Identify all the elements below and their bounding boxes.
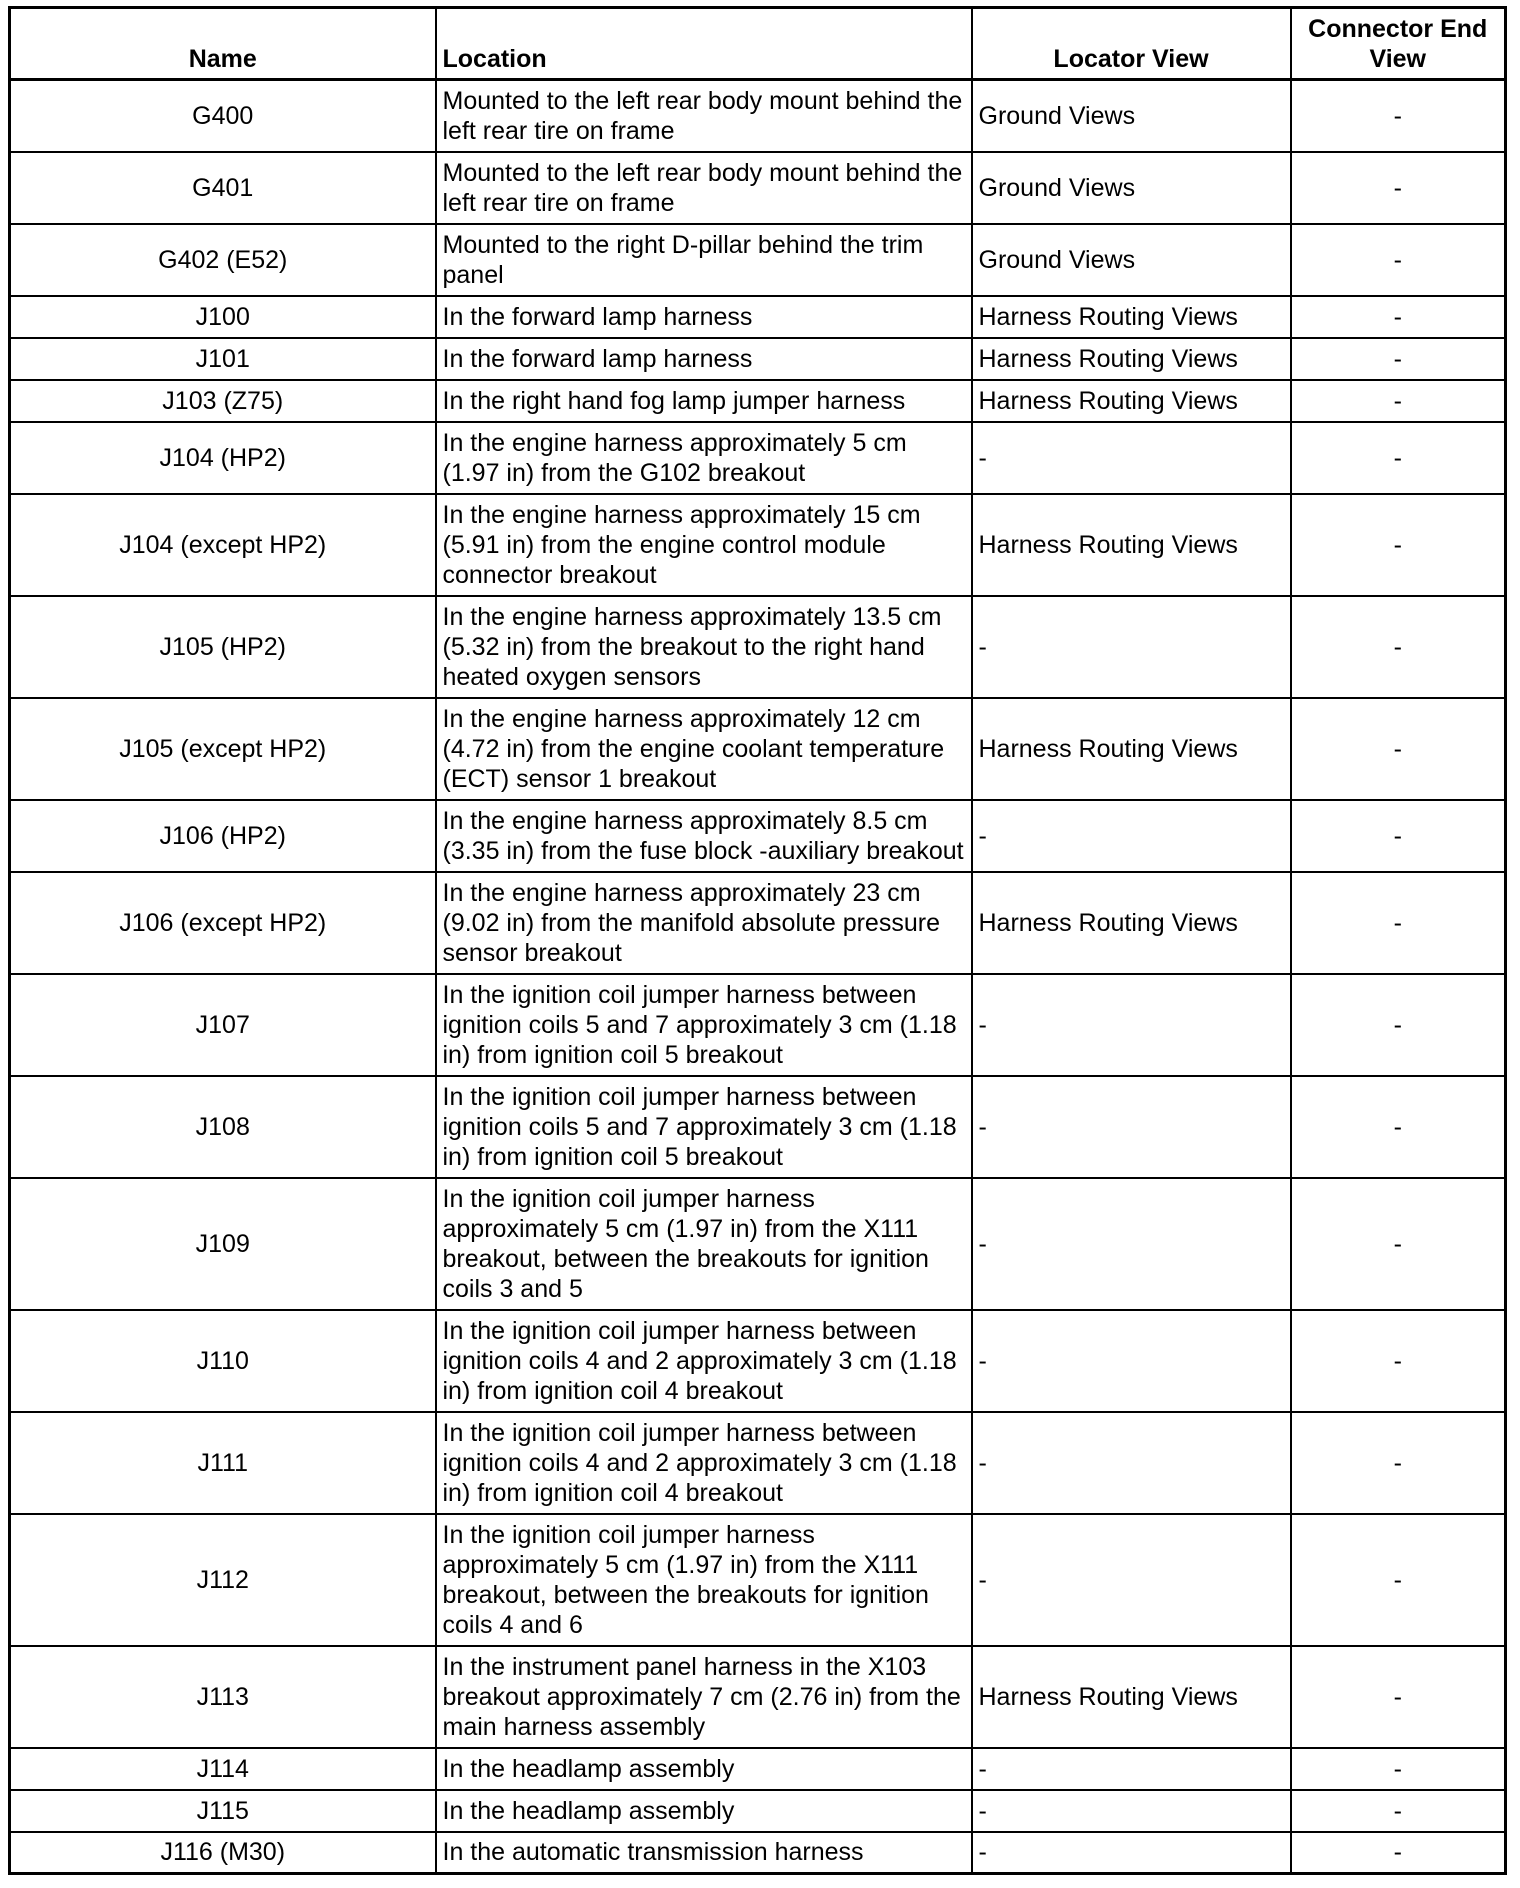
cell-connector-end-view: -: [1291, 1514, 1506, 1646]
cell-name: J104 (except HP2): [10, 494, 436, 596]
cell-locator-view: Harness Routing Views: [972, 698, 1291, 800]
table-row: [10, 1310, 1506, 1412]
cell-connector-end-view: -: [1291, 1076, 1506, 1178]
cell-location: In the ignition coil jumper harness approximately 5 cm (1.97 in) from the X111 breakout, between the breakouts for ignition coils 4 and 6: [436, 1514, 972, 1646]
cell-locator-view: Harness Routing Views: [972, 380, 1291, 422]
cell-location: In the ignition coil jumper harness between ignition coils 4 and 2 approximately 3 cm (1.18 in) from ignition coil 4 breakout: [436, 1310, 972, 1412]
cell-name: G402 (E52): [10, 224, 436, 296]
table-row: [10, 338, 1506, 380]
cell-name: J104 (HP2): [10, 422, 436, 494]
cell-locator-view: Ground Views: [972, 224, 1291, 296]
table-row: [10, 974, 1506, 1076]
table-row: [10, 152, 1506, 224]
cell-connector-end-view: -: [1291, 1178, 1506, 1310]
cell-location: In the forward lamp harness: [436, 296, 972, 338]
cell-location: In the ignition coil jumper harness between ignition coils 5 and 7 approximately 3 cm (1.18 in) from ignition coil 5 breakout: [436, 1076, 972, 1178]
header-location: Location: [436, 8, 972, 80]
header-name: Name: [10, 8, 436, 80]
cell-locator-view: -: [972, 1514, 1291, 1646]
table-row: [10, 1412, 1506, 1514]
cell-locator-view: -: [972, 1832, 1291, 1874]
cell-locator-view: -: [972, 596, 1291, 698]
cell-connector-end-view: -: [1291, 224, 1506, 296]
table-row: [10, 1646, 1506, 1748]
cell-locator-view: -: [972, 1790, 1291, 1832]
cell-connector-end-view: -: [1291, 800, 1506, 872]
table-row: [10, 872, 1506, 974]
cell-connector-end-view: -: [1291, 698, 1506, 800]
cell-locator-view: -: [972, 974, 1291, 1076]
cell-location: In the ignition coil jumper harness between ignition coils 4 and 2 approximately 3 cm (1.18 in) from ignition coil 4 breakout: [436, 1412, 972, 1514]
cell-location: In the engine harness approximately 15 cm (5.91 in) from the engine control module connector breakout: [436, 494, 972, 596]
cell-location: In the headlamp assembly: [436, 1790, 972, 1832]
cell-location: In the engine harness approximately 23 cm (9.02 in) from the manifold absolute pressure sensor breakout: [436, 872, 972, 974]
cell-locator-view: -: [972, 1748, 1291, 1790]
cell-location: In the engine harness approximately 5 cm (1.97 in) from the G102 breakout: [436, 422, 972, 494]
cell-name: J106 (except HP2): [10, 872, 436, 974]
cell-connector-end-view: -: [1291, 1646, 1506, 1748]
cell-name: J111: [10, 1412, 436, 1514]
table-row: [10, 1748, 1506, 1790]
table-row: [10, 1832, 1506, 1874]
cell-locator-view: Harness Routing Views: [972, 494, 1291, 596]
cell-name: J107: [10, 974, 436, 1076]
table-row: [10, 1514, 1506, 1646]
cell-connector-end-view: -: [1291, 494, 1506, 596]
cell-name: J105 (except HP2): [10, 698, 436, 800]
cell-locator-view: Harness Routing Views: [972, 296, 1291, 338]
cell-connector-end-view: -: [1291, 152, 1506, 224]
cell-locator-view: Harness Routing Views: [972, 1646, 1291, 1748]
cell-location: In the automatic transmission harness: [436, 1832, 972, 1874]
document-page: [8, 6, 1504, 1874]
cell-connector-end-view: -: [1291, 1790, 1506, 1832]
cell-location: In the engine harness approximately 8.5 cm (3.35 in) from the fuse block -auxiliary breakout: [436, 800, 972, 872]
cell-name: G400: [10, 80, 436, 152]
cell-name: J101: [10, 338, 436, 380]
cell-connector-end-view: -: [1291, 1748, 1506, 1790]
cell-locator-view: -: [972, 1412, 1291, 1514]
cell-locator-view: Ground Views: [972, 80, 1291, 152]
cell-name: J115: [10, 1790, 436, 1832]
cell-name: J109: [10, 1178, 436, 1310]
header-connector-end-view: [1291, 8, 1506, 80]
table-row: [10, 698, 1506, 800]
cell-name: J116 (M30): [10, 1832, 436, 1874]
cell-name: J108: [10, 1076, 436, 1178]
cell-location: In the engine harness approximately 13.5 cm (5.32 in) from the breakout to the right hand heated oxygen sensors: [436, 596, 972, 698]
cell-location: In the headlamp assembly: [436, 1748, 972, 1790]
header-connector-end-view-line1: Connector End: [1308, 15, 1488, 43]
cell-locator-view: Harness Routing Views: [972, 872, 1291, 974]
cell-locator-view: -: [972, 1310, 1291, 1412]
table-row: [10, 1178, 1506, 1310]
cell-connector-end-view: -: [1291, 1412, 1506, 1514]
table-row: [10, 380, 1506, 422]
table-header-row: [10, 8, 1506, 80]
table-row: [10, 80, 1506, 152]
table-row: [10, 494, 1506, 596]
cell-location: In the engine harness approximately 12 cm (4.72 in) from the engine coolant temperature (ECT) sensor 1 breakout: [436, 698, 972, 800]
cell-locator-view: -: [972, 1178, 1291, 1310]
cell-connector-end-view: -: [1291, 596, 1506, 698]
cell-locator-view: -: [972, 800, 1291, 872]
cell-location: Mounted to the right D-pillar behind the trim panel: [436, 224, 972, 296]
cell-location: Mounted to the left rear body mount behind the left rear tire on frame: [436, 152, 972, 224]
table-row: [10, 1790, 1506, 1832]
cell-connector-end-view: -: [1291, 380, 1506, 422]
cell-location: In the right hand fog lamp jumper harness: [436, 380, 972, 422]
cell-name: J100: [10, 296, 436, 338]
cell-connector-end-view: -: [1291, 1832, 1506, 1874]
cell-name: J113: [10, 1646, 436, 1748]
cell-locator-view: -: [972, 422, 1291, 494]
cell-connector-end-view: -: [1291, 1310, 1506, 1412]
table-row: [10, 224, 1506, 296]
table-row: [10, 1076, 1506, 1178]
table-row: [10, 422, 1506, 494]
cell-name: J112: [10, 1514, 436, 1646]
cell-connector-end-view: -: [1291, 872, 1506, 974]
cell-name: G401: [10, 152, 436, 224]
header-locator-view: Locator View: [972, 8, 1291, 80]
cell-location: Mounted to the left rear body mount behind the left rear tire on frame: [436, 80, 972, 152]
cell-name: J110: [10, 1310, 436, 1412]
component-locator-table: [8, 6, 1507, 1875]
cell-name: J114: [10, 1748, 436, 1790]
cell-location: In the ignition coil jumper harness between ignition coils 5 and 7 approximately 3 cm (1.18 in) from ignition coil 5 breakout: [436, 974, 972, 1076]
header-connector-end-view-line2: View: [1369, 45, 1427, 73]
cell-locator-view: Harness Routing Views: [972, 338, 1291, 380]
cell-locator-view: Ground Views: [972, 152, 1291, 224]
cell-name: J106 (HP2): [10, 800, 436, 872]
cell-connector-end-view: -: [1291, 296, 1506, 338]
cell-locator-view: -: [972, 1076, 1291, 1178]
cell-connector-end-view: -: [1291, 338, 1506, 380]
table-row: [10, 800, 1506, 872]
cell-connector-end-view: -: [1291, 80, 1506, 152]
cell-name: J103 (Z75): [10, 380, 436, 422]
cell-location: In the forward lamp harness: [436, 338, 972, 380]
cell-location: In the instrument panel harness in the X103 breakout approximately 7 cm (2.76 in) from the main harness assembly: [436, 1646, 972, 1748]
cell-connector-end-view: -: [1291, 422, 1506, 494]
table-row: [10, 296, 1506, 338]
cell-location: In the ignition coil jumper harness approximately 5 cm (1.97 in) from the X111 breakout, between the breakouts for ignition coils 3 and 5: [436, 1178, 972, 1310]
table-row: [10, 596, 1506, 698]
cell-name: J105 (HP2): [10, 596, 436, 698]
cell-connector-end-view: -: [1291, 974, 1506, 1076]
